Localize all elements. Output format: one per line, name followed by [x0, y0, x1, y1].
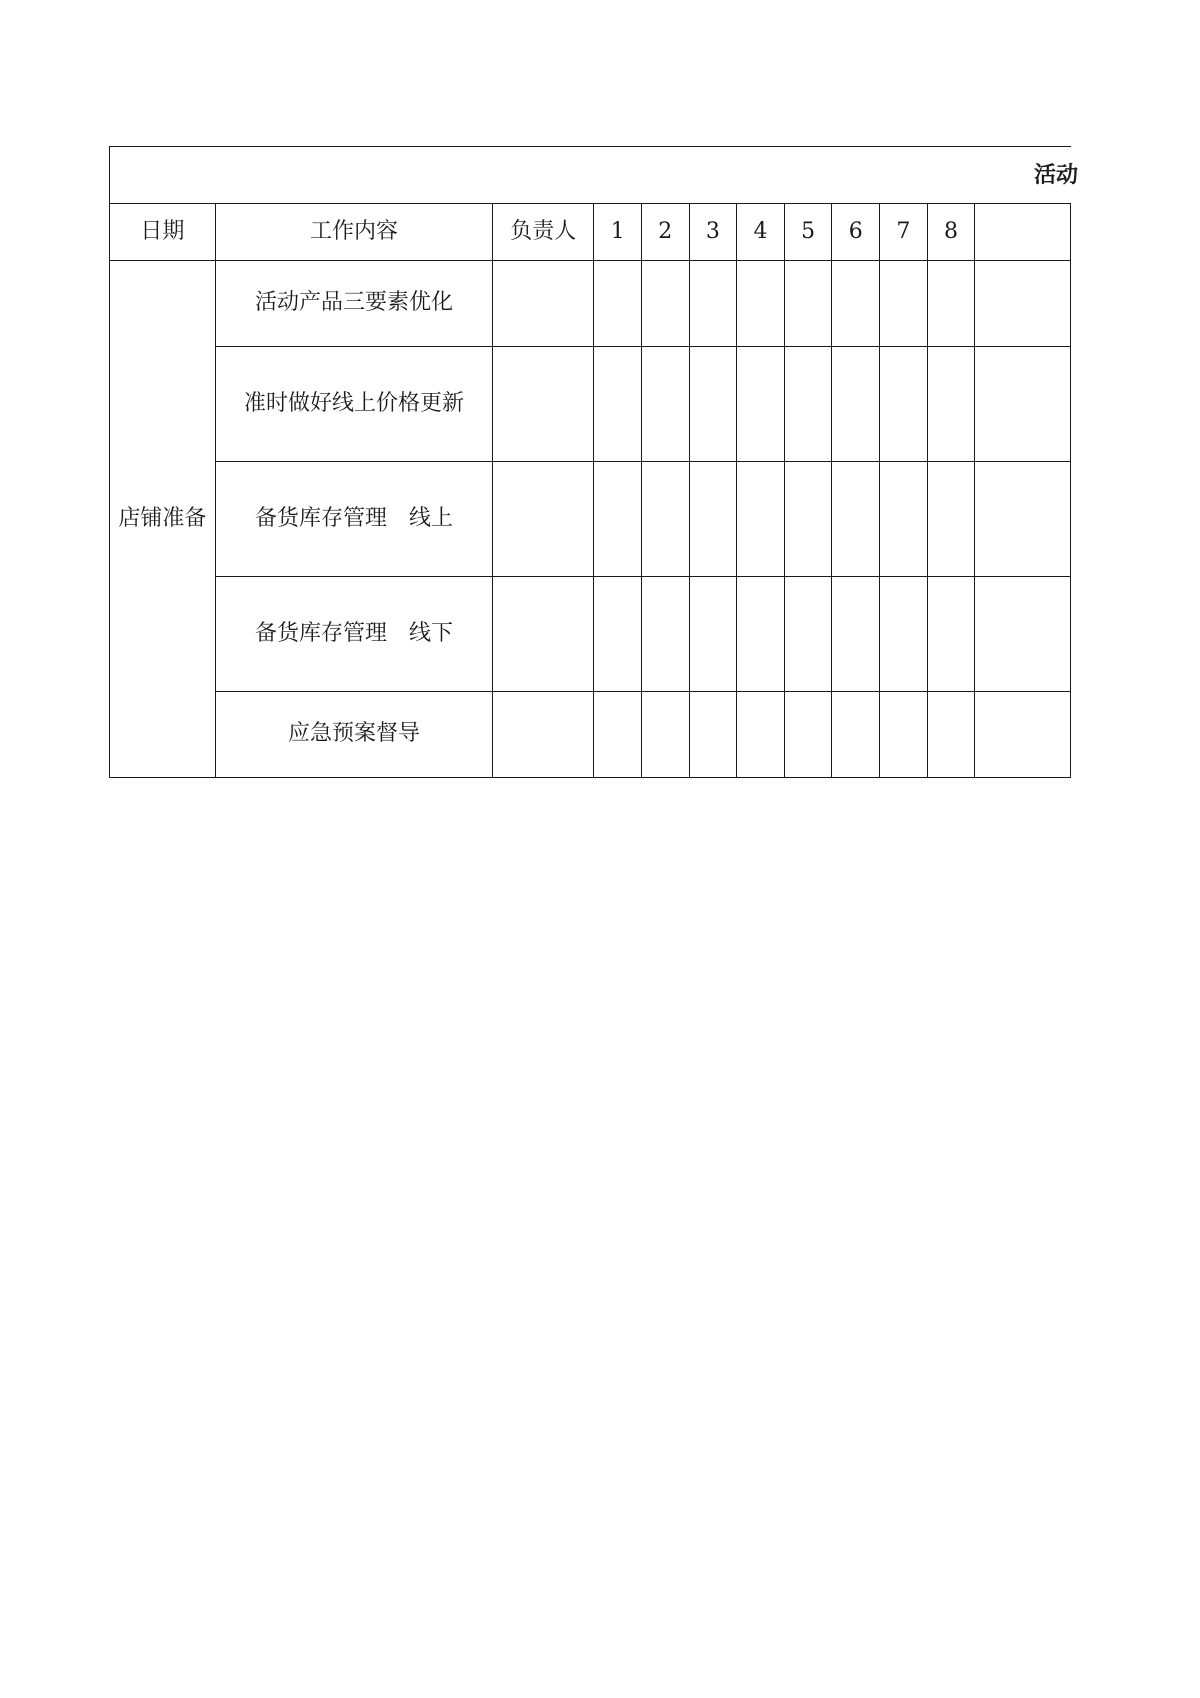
table-title: 活动	[1034, 161, 1079, 188]
day-cell[interactable]	[594, 577, 642, 692]
day-cell[interactable]	[832, 462, 880, 577]
day-cell[interactable]	[975, 577, 1071, 692]
day-cell[interactable]	[880, 577, 928, 692]
task-content: 应急预案督导	[215, 692, 492, 778]
day-cell[interactable]	[784, 347, 832, 462]
day-cell[interactable]	[689, 462, 737, 577]
table-row	[110, 692, 1071, 778]
day-cell[interactable]	[689, 577, 737, 692]
header-day-2: 2	[642, 204, 690, 261]
day-cell[interactable]	[689, 692, 737, 778]
day-cell[interactable]	[642, 261, 690, 347]
header-day-6: 6	[832, 204, 880, 261]
day-cell[interactable]	[594, 462, 642, 577]
day-cell[interactable]	[784, 692, 832, 778]
task-content: 活动产品三要素优化	[215, 261, 492, 347]
day-cell[interactable]	[927, 347, 975, 462]
day-cell[interactable]	[975, 347, 1071, 462]
day-cell[interactable]	[784, 577, 832, 692]
header-day-overflow	[975, 204, 1071, 261]
header-day-5: 5	[784, 204, 832, 261]
spreadsheet-viewport	[109, 146, 1079, 786]
day-cell[interactable]	[784, 462, 832, 577]
section-label: 店铺准备	[110, 261, 216, 778]
task-content: 准时做好线上价格更新	[215, 347, 492, 462]
header-content: 工作内容	[215, 204, 492, 261]
title-cell	[110, 147, 1079, 204]
day-cell[interactable]	[642, 577, 690, 692]
day-cell[interactable]	[832, 261, 880, 347]
task-content: 备货库存管理 线下	[215, 577, 492, 692]
day-cell[interactable]	[642, 692, 690, 778]
header-day-4: 4	[737, 204, 785, 261]
day-cell[interactable]	[832, 347, 880, 462]
header-day-1: 1	[594, 204, 642, 261]
day-cell[interactable]	[975, 261, 1071, 347]
day-cell[interactable]	[975, 692, 1071, 778]
day-cell[interactable]	[737, 261, 785, 347]
day-cell[interactable]	[927, 462, 975, 577]
day-cell[interactable]	[880, 692, 928, 778]
header-day-8: 8	[927, 204, 975, 261]
day-cell[interactable]	[784, 261, 832, 347]
header-row	[110, 204, 1071, 261]
day-cell[interactable]	[832, 692, 880, 778]
activity-plan-table	[109, 146, 1079, 778]
day-cell[interactable]	[927, 692, 975, 778]
day-cell[interactable]	[737, 692, 785, 778]
task-content: 备货库存管理 线上	[215, 462, 492, 577]
table-row	[110, 577, 1071, 692]
task-owner[interactable]	[493, 577, 594, 692]
day-cell[interactable]	[642, 462, 690, 577]
day-cell[interactable]	[927, 261, 975, 347]
day-cell[interactable]	[880, 462, 928, 577]
day-cell[interactable]	[880, 347, 928, 462]
day-cell[interactable]	[689, 261, 737, 347]
task-owner[interactable]	[493, 347, 594, 462]
table-row	[110, 261, 1071, 347]
day-cell[interactable]	[832, 577, 880, 692]
title-row	[110, 147, 1071, 204]
day-cell[interactable]	[927, 577, 975, 692]
day-cell[interactable]	[642, 347, 690, 462]
day-cell[interactable]	[737, 462, 785, 577]
day-cell[interactable]	[975, 462, 1071, 577]
header-day-3: 3	[689, 204, 737, 261]
task-owner[interactable]	[493, 462, 594, 577]
day-cell[interactable]	[880, 261, 928, 347]
day-cell[interactable]	[594, 261, 642, 347]
day-cell[interactable]	[737, 347, 785, 462]
day-cell[interactable]	[689, 347, 737, 462]
header-day-7: 7	[880, 204, 928, 261]
header-date: 日期	[110, 204, 216, 261]
task-owner[interactable]	[493, 692, 594, 778]
day-cell[interactable]	[737, 577, 785, 692]
table-row	[110, 462, 1071, 577]
task-owner[interactable]	[493, 261, 594, 347]
table-row	[110, 347, 1071, 462]
day-cell[interactable]	[594, 692, 642, 778]
day-cell[interactable]	[594, 347, 642, 462]
header-owner: 负责人	[493, 204, 594, 261]
